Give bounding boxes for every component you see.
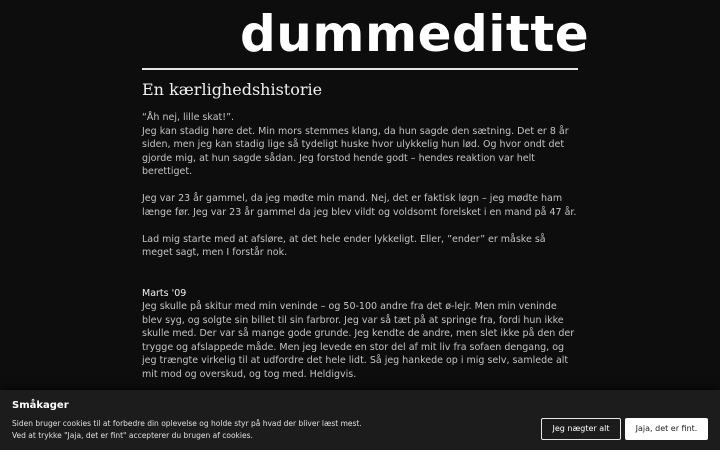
post-body <box>142 111 578 435</box>
post-paragraph: Lad mig starte med at afsløre, at det hele ender lykkeligt. Eller, ”ender” er måske så meget sagt, men I forstår nok. <box>142 233 546 258</box>
decline-cookies-button[interactable]: Jeg nægter alt <box>541 418 621 440</box>
post-subheading: Marts '09 <box>142 287 187 299</box>
accept-cookies-button[interactable]: Jaja, det er fint. <box>625 418 708 440</box>
cookie-banner-line: Siden bruger cookies til at forbedre din oplevelse og holde styr på hvad der bliver læst mest. <box>12 419 362 428</box>
post-title: En kærlighedshistorie <box>142 80 323 99</box>
post-paragraph: Jeg var 23 år gammel, da jeg mødte min mand. Nej, det er faktisk løgn – jeg mødte ham længe før. Jeg var 23 år gammel da jeg blev vildt og voldsomt forelsket i en mand på 47 år. <box>142 193 577 218</box>
cookie-banner-title: Småkager <box>12 400 69 411</box>
post-paragraph: Jeg kan stadig høre det. Min mors stemmes klang, da hun sagde den sætning. Det er 8 år siden, men jeg kan stadig lige så tydeligt huske hvor ulykkelig hun lød. Og hvor ondt det gjorde mig, at hun sagde sådan. Jeg forstod hende godt – hendes reaktion var helt berettiget. <box>142 125 569 177</box>
spacer <box>142 273 578 287</box>
post-paragraph: Jeg skulle på skitur med min veninde – og 50-100 andre fra det ø-lejr. Men min veninde blev syg, og solgte sin billet til sin farbror. Jeg var så tæt på at springe fra, fordi hun ikke skulle med. Der var så mange gode grunde. Jeg kendte de andre, men slet ikke på den der trygge og afslappede måde. Men jeg levede en stor del af mit liv fra sofaen dengang, og jeg trængte virkelig til at udfordre det hele lidt. Så jeg hankede op i mig selv, samlede alt mit mod og overskud, og tog med. Heldigvis. <box>142 301 575 380</box>
cookie-banner-line: Ved at trykke "Jaja, det er fint" accepterer du brugen af cookies. <box>12 431 253 440</box>
title-divider <box>142 68 578 70</box>
cookie-banner-text <box>12 418 512 442</box>
post-quote: “Åh nej, lille skat!”. <box>142 112 235 123</box>
site-title[interactable]: dummeditte <box>240 5 590 63</box>
